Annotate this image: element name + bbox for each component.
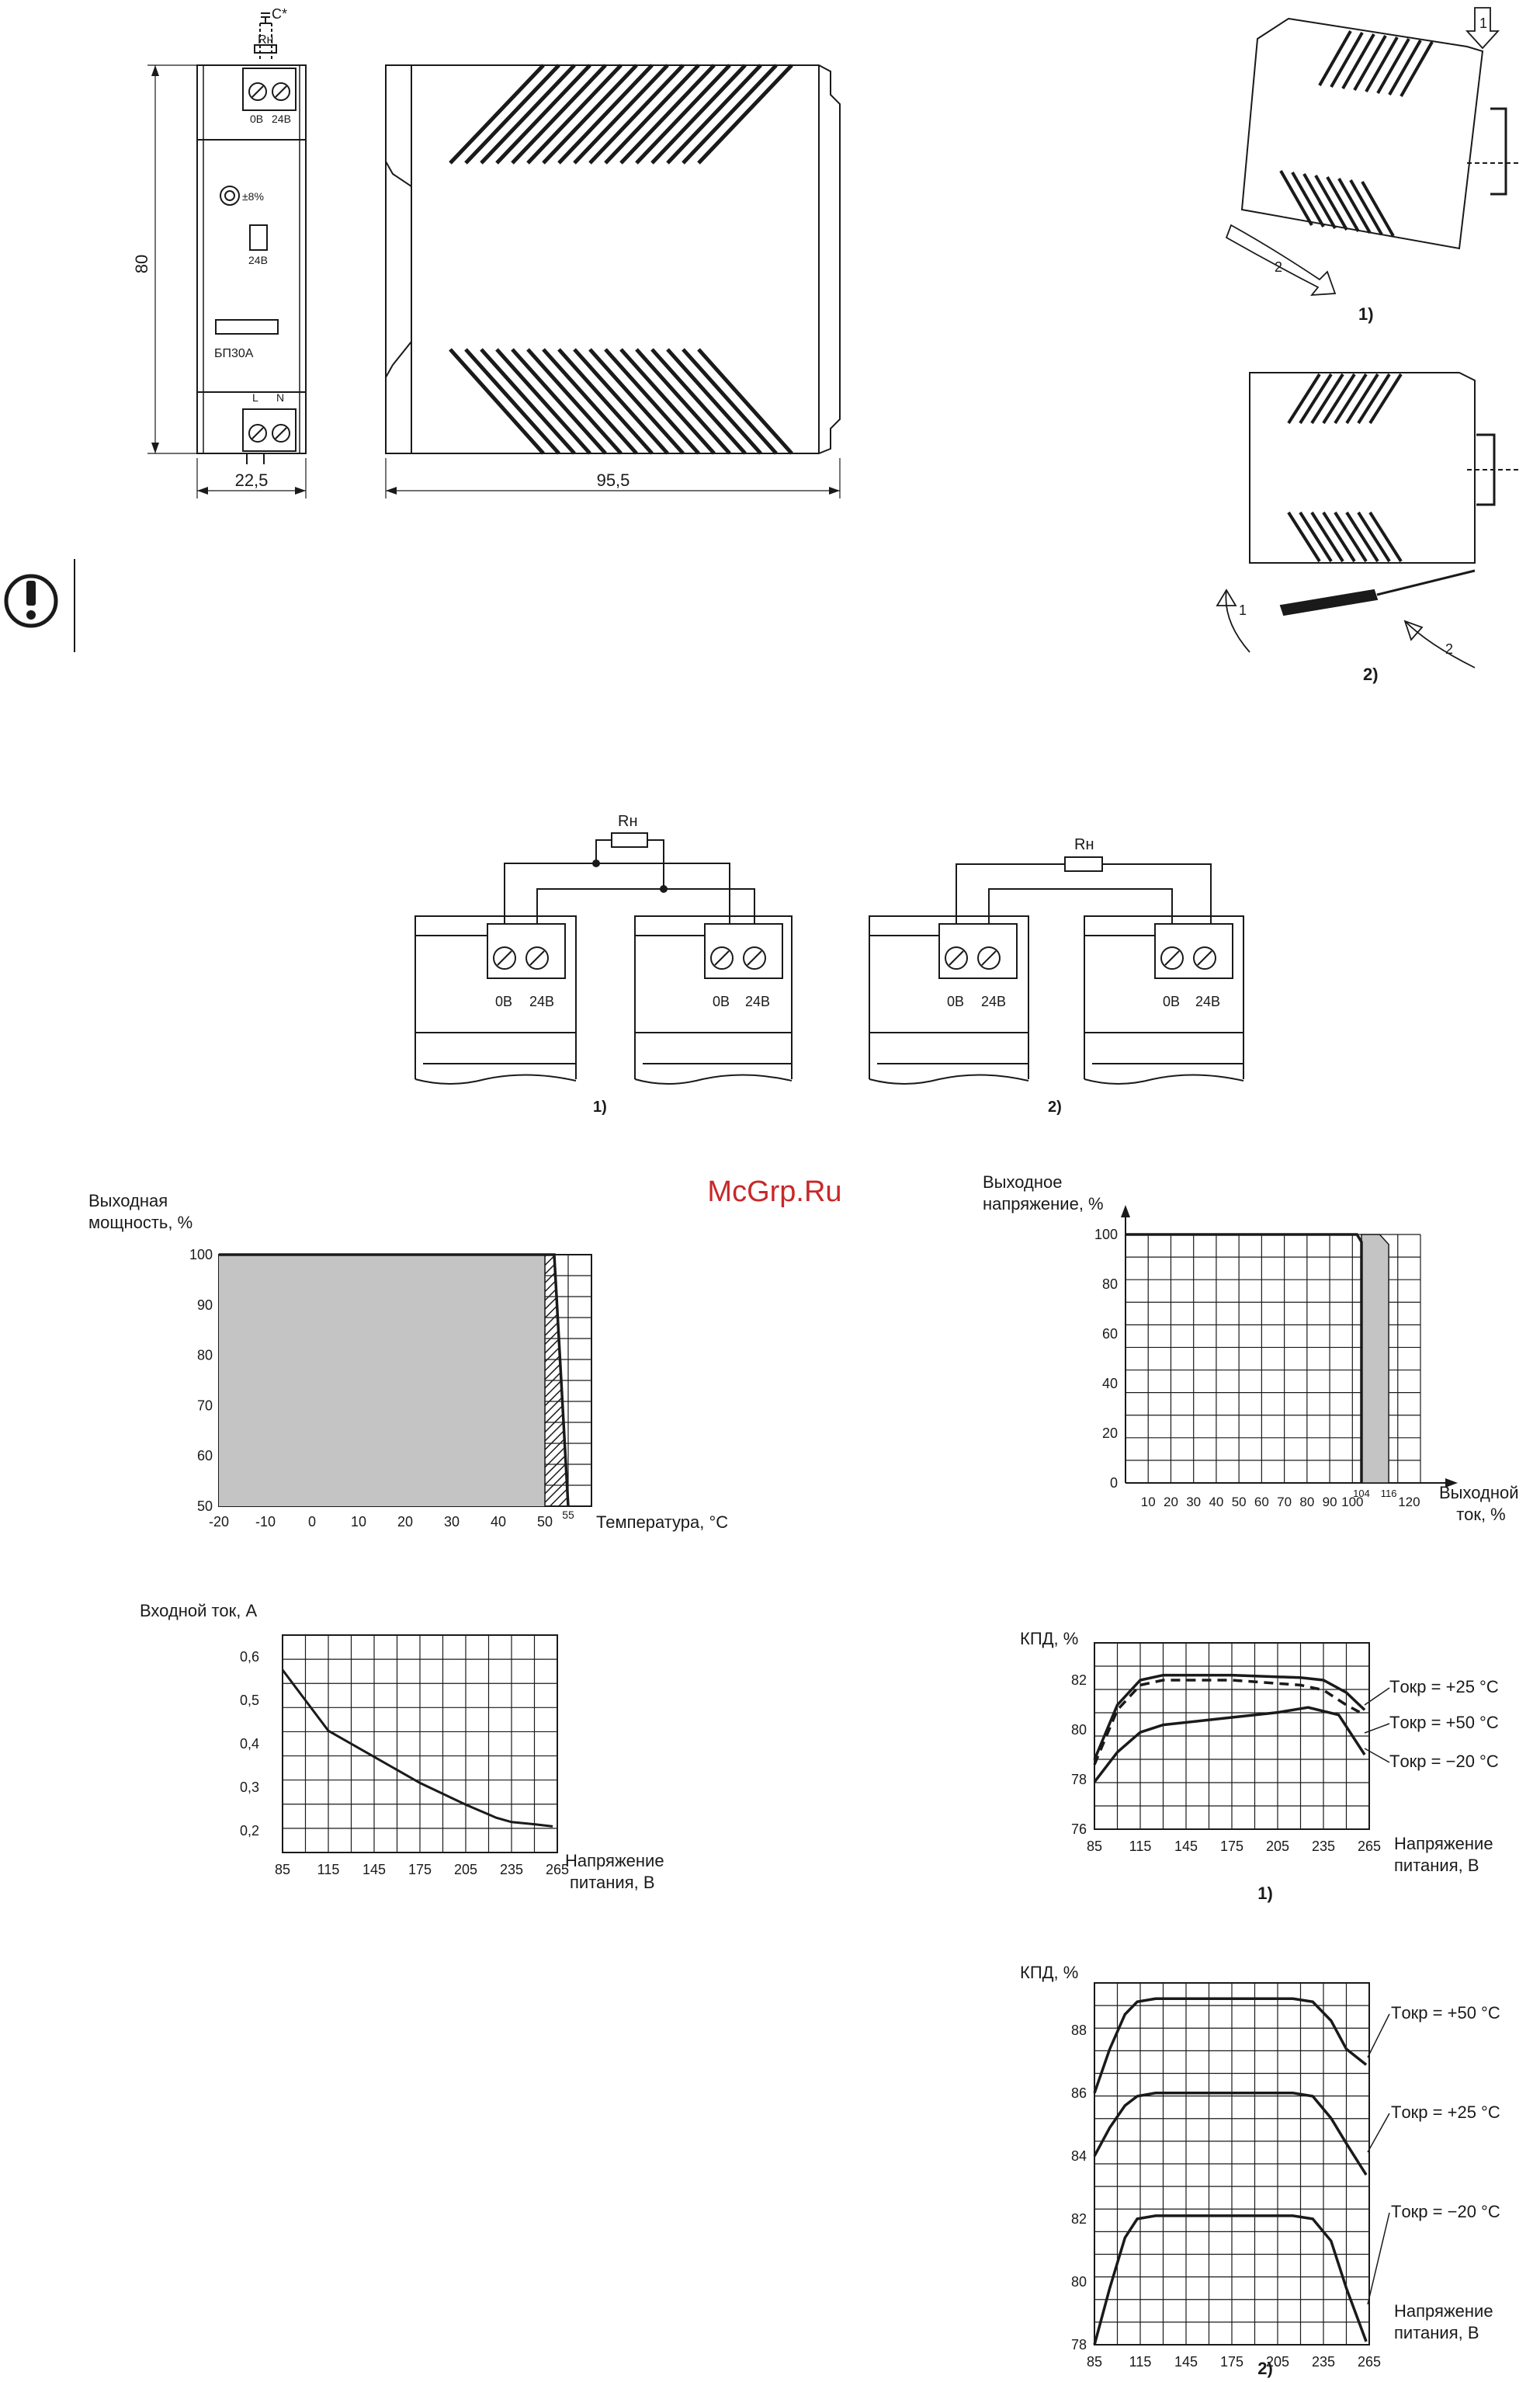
chart1-y-tick: 50 (196, 1498, 213, 1514)
chart4-legend-3: Tокр = −20 °С (1389, 1752, 1499, 1771)
led-label: 24В (248, 254, 268, 266)
chart-input-current (140, 1601, 664, 1892)
front-width-dimension: 22,5 (234, 470, 269, 490)
chart5-leader-1 (1368, 2014, 1389, 2057)
terminal-0v-label: 0В (250, 113, 264, 125)
chart4-x-tick: 235 (1311, 1839, 1336, 1854)
mount-arrow-4: 2 (1445, 641, 1454, 657)
chart2-y-arrow (1121, 1205, 1130, 1217)
chart1-y-tick: 70 (196, 1398, 213, 1414)
wiring1-t1-24v: 24В (529, 994, 555, 1009)
chart1-x-tick: 30 (443, 1514, 460, 1530)
wiring1-t2-24v: 24В (745, 994, 771, 1009)
chart4-y-label: КПД, % (1020, 1629, 1079, 1648)
mount-diagram-1 (1226, 8, 1521, 295)
chart1-x-tick: -20 (208, 1514, 230, 1530)
chart5-caption: 2) (1257, 2359, 1273, 2378)
resistor-label: Rн (258, 33, 274, 47)
chart5-series-1 (1094, 1998, 1366, 2093)
chart2-limit-band (1361, 1234, 1389, 1483)
chart2-x-tick: 90 (1322, 1495, 1337, 1509)
chart2-x-tick: 70 (1277, 1495, 1292, 1509)
chart1-x-tick: 40 (490, 1514, 507, 1530)
chart4-leader-3 (1365, 1748, 1389, 1762)
wiring-diagram-2 (869, 857, 1243, 1084)
mount-step-1: 1) (1358, 304, 1374, 324)
chart3-x-tick: 175 (408, 1862, 432, 1877)
chart2-y-tick: 20 (1101, 1425, 1118, 1441)
chart3-y-label: Входной ток, А (140, 1601, 258, 1620)
chart3-x-tick: 145 (362, 1862, 387, 1877)
chart1-x-tick: 20 (397, 1514, 414, 1530)
chart3-y-tick: 0,6 (239, 1649, 259, 1665)
terminal-l-label: L (252, 391, 258, 404)
chart4-legend-1: Tокр = +25 °С (1389, 1677, 1499, 1696)
chart4-x-tick: 205 (1265, 1839, 1290, 1854)
chart3-y-tick: 0,3 (239, 1780, 259, 1795)
chart5-y-label: КПД, % (1020, 1963, 1079, 1982)
mount-arrow-2: 2 (1275, 259, 1283, 275)
chart5-x-tick: 235 (1311, 2354, 1336, 2370)
chart2-x-tick: 40 (1209, 1495, 1224, 1509)
chart4-y-tick: 76 (1070, 1821, 1087, 1837)
wiring2-t2-0v: 0В (1163, 994, 1181, 1009)
terminal-24v-label: 24В (272, 113, 291, 125)
chart2-x-tick: 120 (1398, 1495, 1420, 1509)
chart4-y-tick: 82 (1070, 1672, 1087, 1688)
chart1-safe-area (219, 1255, 545, 1506)
chart-voltage-vs-current (983, 1172, 1519, 1524)
chart3-y-tick: 0,4 (239, 1736, 259, 1752)
chart4-x-tick: 265 (1357, 1839, 1382, 1854)
watermark: McGrp.Ru (707, 1175, 842, 1208)
wiring1-t2-0v: 0В (713, 994, 730, 1009)
chart4-y-tick: 80 (1070, 1722, 1087, 1738)
chart5-leader-2 (1368, 2113, 1389, 2152)
chart2-x-tick: 30 (1186, 1495, 1202, 1509)
chart1-y-tick: 100 (189, 1247, 213, 1262)
chart4-x-label: Напряжение питания, В (1394, 1834, 1493, 1875)
chart2-x-tick: 80 (1299, 1495, 1315, 1509)
chart1-y-tick: 60 (196, 1448, 213, 1464)
chart1-y-tick: 80 (196, 1347, 213, 1363)
chart3-series-line (283, 1670, 553, 1827)
chart2-x-tick: 10 (1140, 1495, 1156, 1509)
front-view-drawing (147, 13, 306, 498)
chart4-series-3 (1094, 1707, 1365, 1782)
wiring1-t1-0v: 0В (495, 994, 513, 1009)
chart5-x-tick: 145 (1174, 2354, 1198, 2370)
chart-power-vs-temperature (88, 1191, 728, 1532)
wiring1-resistor: Rн (618, 813, 638, 830)
chart4-caption: 1) (1257, 1884, 1273, 1903)
wiring1-caption: 1) (593, 1099, 607, 1116)
chart4-x-tick: 145 (1174, 1839, 1198, 1854)
chart5-x-label: Напряжение питания, В (1394, 2301, 1493, 2342)
chart3-x-label: Напряжение питания, В (565, 1851, 664, 1892)
chart4-x-tick: 175 (1219, 1839, 1244, 1854)
model-label: БП30А (214, 347, 254, 360)
chart4-legend-2: Tокр = +50 °С (1389, 1713, 1499, 1732)
chart4-x-tick: 115 (1129, 1839, 1152, 1854)
capacitor-label: C* (272, 6, 288, 22)
chart2-x-tick: 20 (1164, 1495, 1178, 1509)
chart5-legend-1: Tокр = +50 °С (1391, 2003, 1500, 2023)
chart2-x-tick: 60 (1254, 1495, 1269, 1509)
chart2-x-tick: 100 (1341, 1495, 1364, 1509)
chart3-y-tick: 0,2 (239, 1823, 259, 1839)
chart1-x-label: Температура, °С (596, 1512, 729, 1532)
wiring2-t1-0v: 0В (947, 994, 965, 1009)
chart5-y-tick: 78 (1070, 2337, 1087, 2352)
terminal-n-label: N (276, 391, 285, 404)
chart1-y-tick: 90 (196, 1297, 213, 1313)
chart4-y-tick: 78 (1070, 1772, 1087, 1787)
chart4-series-2 (1094, 1680, 1365, 1765)
chart4-leader-2 (1365, 1724, 1389, 1733)
chart1-x-tick: -10 (255, 1514, 276, 1530)
chart5-x-tick: 265 (1357, 2354, 1382, 2370)
wiring2-t1-24v: 24В (981, 994, 1007, 1009)
chart2-x-tick: 104 (1353, 1488, 1370, 1499)
chart5-x-tick: 85 (1086, 2354, 1103, 2370)
side-width-dimension: 95,5 (596, 470, 630, 490)
mount-diagram-2 (1217, 373, 1521, 668)
chart5-y-tick: 82 (1070, 2210, 1087, 2227)
chart2-y-label: Выходное напряжение, % (983, 1172, 1104, 1214)
chart2-y-tick: 60 (1101, 1326, 1118, 1342)
chart3-x-tick: 115 (317, 1862, 340, 1877)
chart1-x-tick: 50 (536, 1514, 553, 1530)
mount-step-2: 2) (1363, 665, 1379, 684)
chart2-origin-label: 0 (1109, 1475, 1118, 1491)
chart5-x-tick: 205 (1265, 2354, 1290, 2370)
chart1-x-tick: 0 (307, 1514, 317, 1530)
chart5-leader-3 (1368, 2213, 1389, 2304)
warning-icon (6, 576, 56, 626)
mount-arrow-1: 1 (1479, 16, 1488, 31)
chart2-series-line (1126, 1234, 1361, 1483)
chart2-x-tick: 116 (1380, 1488, 1397, 1499)
chart2-x-tick: 50 (1231, 1495, 1247, 1509)
side-view-drawing (386, 65, 840, 498)
chart3-x-tick: 265 (545, 1862, 570, 1877)
mount-arrow-3: 1 (1239, 602, 1247, 618)
chart-efficiency-1 (1020, 1629, 1499, 1903)
chart5-x-tick: 175 (1219, 2354, 1244, 2370)
chart1-x-tick: 10 (350, 1514, 367, 1530)
chart1-x-tick: 55 (562, 1509, 574, 1521)
chart-efficiency-2 (1020, 1963, 1500, 2378)
chart4-leader-1 (1365, 1688, 1389, 1705)
chart1-y-label: Выходная мощность, % (88, 1191, 193, 1232)
height-dimension: 80 (132, 254, 151, 274)
chart5-legend-3: Tокр = −20 °С (1391, 2202, 1500, 2221)
chart2-x-label: Выходной ток, % (1439, 1483, 1519, 1524)
chart5-series-2 (1094, 2093, 1366, 2175)
chart5-y-tick: 80 (1070, 2273, 1087, 2290)
chart2-y-tick: 100 (1094, 1227, 1118, 1242)
chart5-legend-2: Tокр = +25 °С (1391, 2102, 1500, 2122)
chart4-x-tick: 85 (1086, 1839, 1103, 1854)
chart5-x-tick: 115 (1129, 2354, 1152, 2370)
chart5-y-tick: 86 (1070, 2085, 1087, 2101)
charts-layer (88, 1172, 1519, 2378)
wiring2-t2-24v: 24В (1195, 994, 1221, 1009)
wiring2-caption: 2) (1048, 1099, 1062, 1116)
chart3-x-tick: 205 (453, 1862, 478, 1877)
wiring2-resistor: Rн (1074, 836, 1094, 853)
chart3-x-tick: 235 (499, 1862, 524, 1877)
chart2-y-tick: 80 (1101, 1276, 1118, 1292)
chart5-y-tick: 88 (1070, 2022, 1087, 2038)
chart5-y-tick: 84 (1070, 2148, 1087, 2164)
wiring-diagram-1 (415, 833, 792, 1084)
chart2-y-tick: 40 (1101, 1376, 1118, 1391)
trim-label: ±8% (242, 190, 264, 203)
chart3-x-tick: 85 (274, 1862, 291, 1877)
chart5-series-3 (1094, 2216, 1366, 2345)
chart3-y-tick: 0,5 (239, 1693, 259, 1708)
